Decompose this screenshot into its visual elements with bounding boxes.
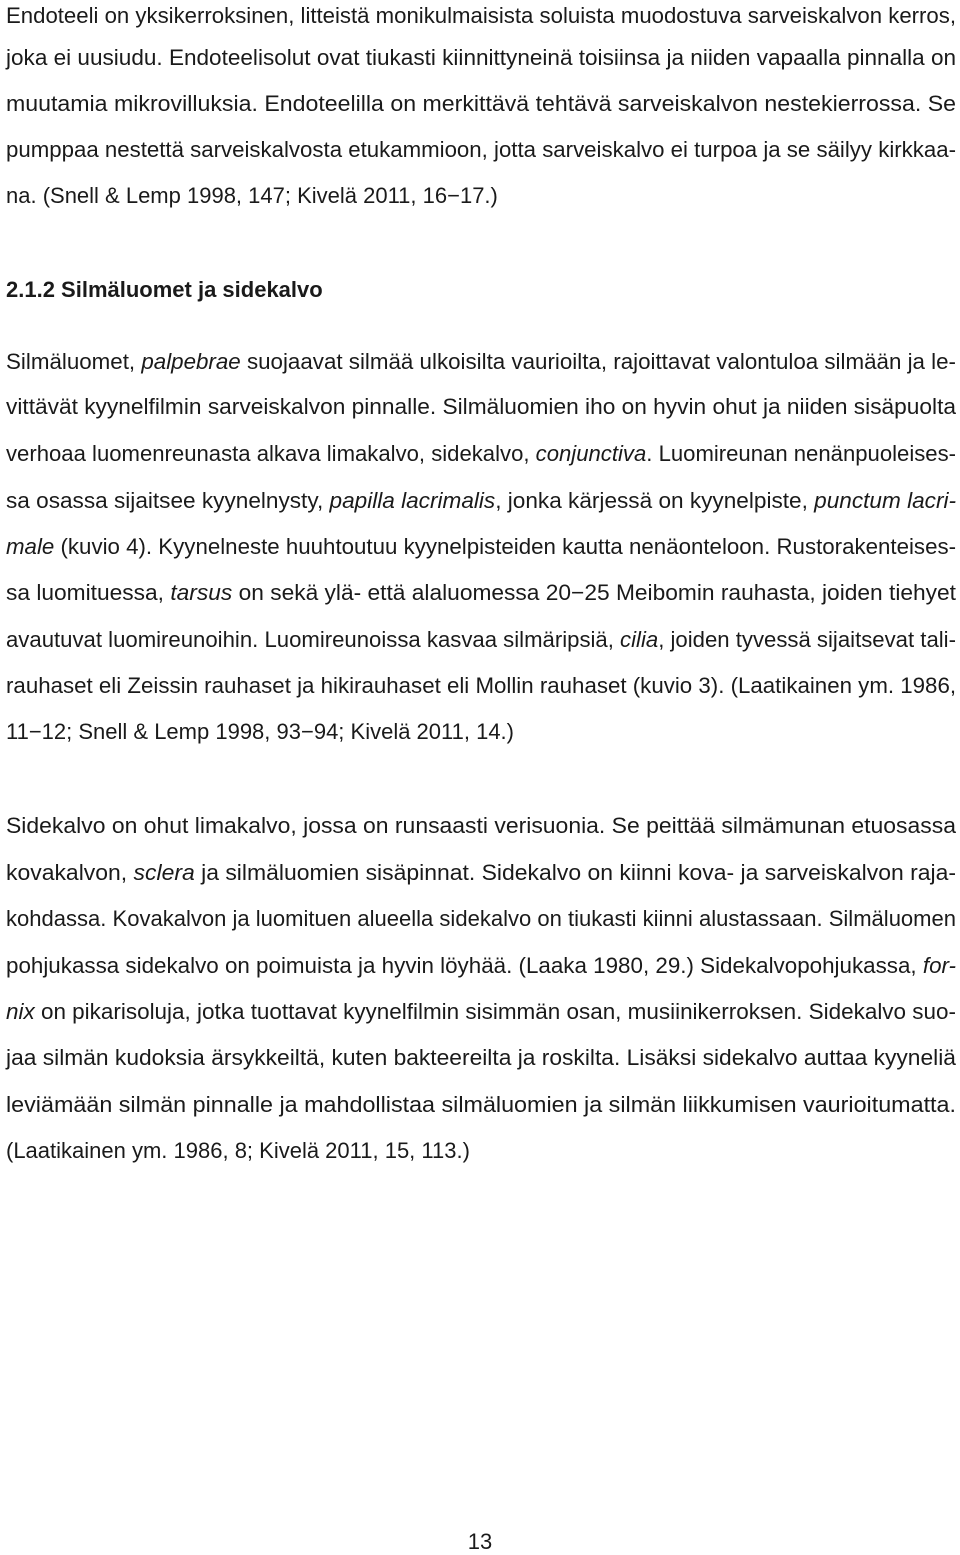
page-number: 13	[467, 1529, 493, 1554]
text-line: rauhaset eli Zeissin rauhaset ja hikirauhaset eli Mollin rauhaset (kuvio 3). (Laatikainen ym. 1986,	[6, 673, 957, 698]
text-line: Endoteeli on yksikerroksinen, litteistä monikulmaisista soluista muodostuva sarveiskalvon kerros,	[6, 3, 957, 28]
text-line: nix on pikarisoluja, jotka tuottavat kyynelfilmin sisimmän osan, musiinikerroksen. Sidekalvo suo-	[6, 999, 956, 1024]
text-line: avautuvat luomireunoihin. Luomireunoissa kasvaa silmäripsiä, cilia, joiden tyvessä sijaitsevat tali-	[6, 627, 956, 652]
text-line: kohdassa. Kovakalvon ja luomituen alueella sidekalvo on tiukasti kiinni alustassaan. Silmäluomen	[6, 906, 957, 931]
text-line: Sidekalvo on ohut limakalvo, jossa on runsaasti verisuonia. Se peittää silmämunan etuosassa	[6, 813, 956, 838]
text-line: pumppaa nestettä sarveiskalvosta etukammioon, jotta sarveiskalvo ei turpoa ja se säilyy kirkkaa-	[6, 137, 957, 162]
text-line: (Laatikainen ym. 1986, 8; Kivelä 2011, 15, 113.)	[6, 1138, 470, 1163]
section-heading: 2.1.2 Silmäluomet ja sidekalvo	[6, 277, 323, 302]
text-line: kovakalvon, sclera ja silmäluomien sisäpinnat. Sidekalvo on kiinni kova- ja sarveiskalvon raja-	[6, 860, 956, 885]
text-line: 11−12; Snell & Lemp 1998, 93−94; Kivelä 2011, 14.)	[6, 719, 514, 744]
text-line: sa luomituessa, tarsus on sekä ylä- että alaluomessa 20−25 Meibomin rauhasta, joiden tiehyet	[6, 580, 957, 605]
text-line: sa osassa sijaitsee kyynelnysty, papilla lacrimalis, jonka kärjessä on kyynelpiste, punctum lacri-	[6, 488, 957, 513]
text-line: jaa silmän kudoksia ärsykkeiltä, kuten bakteereilta ja roskilta. Lisäksi sidekalvo auttaa kyyneliä	[6, 1045, 956, 1070]
text-line: muutamia mikrovilluksia. Endoteelilla on merkittävä tehtävä sarveiskalvon nestekierrossa. Se	[6, 91, 956, 116]
text-line: na. (Snell & Lemp 1998, 147; Kivelä 2011, 16−17.)	[6, 183, 498, 208]
text-line: leviämään silmän pinnalle ja mahdollistaa silmäluomien ja silmän liikkumisen vaurioitumatta.	[6, 1092, 956, 1117]
text-line: Silmäluomet, palpebrae suojaavat silmää ulkoisilta vaurioilta, rajoittavat valontuloa silmään ja le-	[6, 349, 957, 374]
text-line: pohjukassa sidekalvo on poimuista ja hyvin löyhää. (Laaka 1980, 29.) Sidekalvopohjukassa, for-	[6, 953, 957, 978]
text-line: verhoaa luomenreunasta alkava limakalvo, sidekalvo, conjunctiva. Luomireunan nenänpuoleises-	[6, 441, 957, 466]
text-line: male (kuvio 4). Kyynelneste huuhtoutuu kyynelpisteiden kautta nenäonteloon. Rustorakenteises-	[6, 534, 957, 559]
text-line: joka ei uusiudu. Endoteelisolut ovat tiukasti kiinnittyneinä toisiinsa ja niiden vapaalla pinnalla on	[6, 45, 957, 70]
text-line: vittävät kyynelfilmin sarveiskalvon pinnalle. Silmäluomien iho on hyvin ohut ja niiden sisäpuolta	[6, 394, 957, 419]
